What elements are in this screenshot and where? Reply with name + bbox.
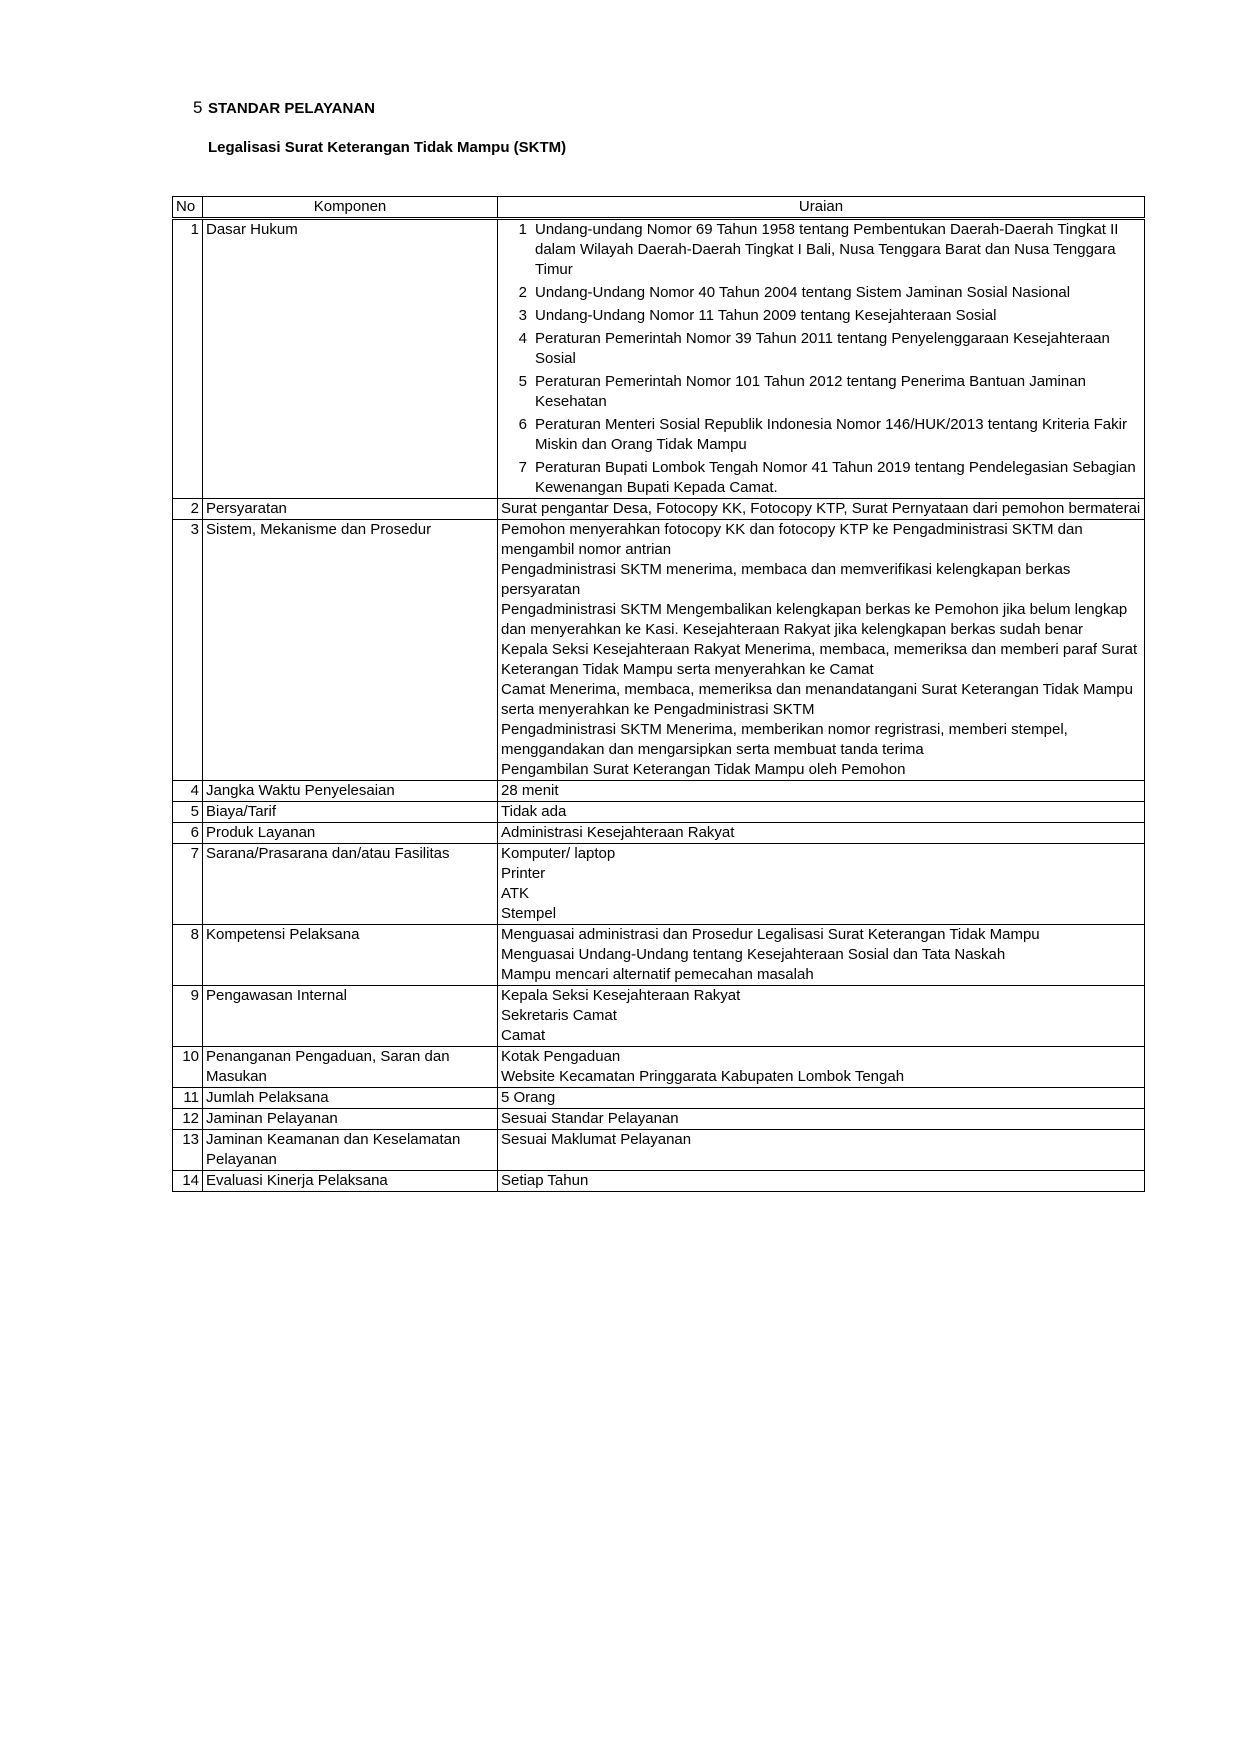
table-row [173, 1109, 1145, 1130]
row-number: 14 [173, 1171, 203, 1192]
legal-basis-item-number: 6 [518, 416, 527, 433]
uraian-line: Pemohon menyerahkan fotocopy KK dan fotocopy KTP ke Pengadministrasi SKTM dan mengambil nomor antrian [501, 521, 1083, 558]
uraian-line: Kepala Seksi Kesejahteraan Rakyat Menerima, membaca, memeriksa dan memberi paraf Surat Keterangan Tidak Mampu serta menyerahkan ke Camat [501, 641, 1138, 678]
table-row [173, 520, 1145, 781]
table-row [173, 1088, 1145, 1109]
komponen-cell: Jumlah Pelaksana [203, 1088, 498, 1109]
row-number: 7 [173, 844, 203, 925]
uraian-line: Camat [501, 1027, 546, 1044]
row-number: 13 [173, 1130, 203, 1171]
legal-basis-item [501, 329, 1141, 369]
uraian-line: Printer [501, 865, 546, 882]
row-number: 4 [173, 781, 203, 802]
table-row [173, 1047, 1145, 1088]
table-row [173, 802, 1145, 823]
row-number: 3 [173, 520, 203, 781]
legal-basis-item-text: Undang-undang Nomor 69 Tahun 1958 tentang Pembentukan Daerah-Daerah Tingkat II dalam Wilayah Daerah-Daerah Tingkat I Bali, Nusa Tenggara Barat dan Nusa Tenggara Timur [535, 221, 1119, 278]
uraian-line: Tidak ada [501, 803, 567, 820]
uraian-line: Sesuai Standar Pelayanan [501, 1110, 679, 1127]
uraian-line: Kotak Pengaduan [501, 1048, 621, 1065]
table-body [173, 219, 1145, 1192]
uraian-line: Pengadministrasi SKTM Mengembalikan kelengkapan berkas ke Pemohon jika belum lengkap dan menyerahkan ke Kasi. Kesejahteraan Rakyat jika kelengkapan berkas sudah benar [501, 601, 1128, 638]
row-number: 9 [173, 986, 203, 1047]
table-row [173, 844, 1145, 925]
komponen-cell: Jaminan Pelayanan [203, 1109, 498, 1130]
legal-basis-item-text: Peraturan Menteri Sosial Republik Indonesia Nomor 146/HUK/2013 tentang Kriteria Fakir Miskin dan Orang Tidak Mampu [535, 416, 1127, 453]
komponen-cell: Pengawasan Internal [203, 986, 498, 1047]
uraian-line: Mampu mencari alternatif pemecahan masalah [501, 966, 814, 983]
legal-basis-item [501, 306, 1141, 326]
uraian-cell [498, 986, 1145, 1047]
uraian-cell [498, 520, 1145, 781]
row-number: 2 [173, 499, 203, 520]
header-komponen: Komponen [203, 197, 498, 219]
uraian-cell [498, 219, 1145, 499]
uraian-cell [498, 1088, 1145, 1109]
uraian-line: 28 menit [501, 782, 559, 799]
komponen-cell: Dasar Hukum [203, 219, 498, 499]
table-row [173, 781, 1145, 802]
header-no: No [173, 197, 203, 219]
row-number: 8 [173, 925, 203, 986]
komponen-cell: Evaluasi Kinerja Pelaksana [203, 1171, 498, 1192]
komponen-cell: Produk Layanan [203, 823, 498, 844]
row-number: 5 [173, 802, 203, 823]
legal-basis-item-text: Peraturan Bupati Lombok Tengah Nomor 41 Tahun 2019 tentang Pendelegasian Sebagian Kewenangan Bupati Kepada Camat. [535, 459, 1136, 496]
table-row [173, 1130, 1145, 1171]
legal-basis-item-number: 5 [518, 373, 527, 390]
uraian-cell [498, 499, 1145, 520]
row-number: 12 [173, 1109, 203, 1130]
komponen-cell: Sistem, Mekanisme dan Prosedur [203, 520, 498, 781]
uraian-line: 5 Orang [501, 1089, 556, 1106]
uraian-line: Menguasai Undang-Undang tentang Kesejahteraan Sosial dan Tata Naskah [501, 946, 1006, 963]
uraian-cell [498, 781, 1145, 802]
komponen-cell: Sarana/Prasarana dan/atau Fasilitas [203, 844, 498, 925]
legal-basis-item-text: Undang-Undang Nomor 40 Tahun 2004 tentang Sistem Jaminan Sosial Nasional [535, 284, 1071, 301]
komponen-cell: Jaminan Keamanan dan Keselamatan Pelayanan [203, 1130, 498, 1171]
legal-basis-item [501, 283, 1141, 303]
legal-basis-item-text: Undang-Undang Nomor 11 Tahun 2009 tentang Kesejahteraan Sosial [535, 307, 997, 324]
komponen-cell: Persyaratan [203, 499, 498, 520]
service-standard-table [172, 196, 1145, 1192]
uraian-cell [498, 1130, 1145, 1171]
uraian-cell [498, 925, 1145, 986]
table-row [173, 219, 1145, 499]
uraian-line: ATK [501, 885, 530, 902]
legal-basis-item-text: Peraturan Pemerintah Nomor 101 Tahun 2012 tentang Penerima Bantuan Jaminan Kesehatan [535, 373, 1086, 410]
uraian-line: Menguasai administrasi dan Prosedur Legalisasi Surat Keterangan Tidak Mampu [501, 926, 1040, 943]
legal-basis-item-number: 7 [518, 459, 527, 476]
uraian-cell [498, 802, 1145, 823]
table-row [173, 986, 1145, 1047]
header-uraian: Uraian [498, 197, 1145, 219]
uraian-line: Pengadministrasi SKTM Menerima, memberikan nomor regristrasi, memberi stempel, menggandakan dan mengarsipkan serta membuat tanda terima [501, 721, 1068, 758]
legal-basis-item [501, 415, 1141, 455]
komponen-cell: Jangka Waktu Penyelesaian [203, 781, 498, 802]
uraian-line: Pengambilan Surat Keterangan Tidak Mampu oleh Pemohon [501, 761, 906, 778]
uraian-line: Stempel [501, 905, 557, 922]
row-number: 6 [173, 823, 203, 844]
table-header-row [173, 197, 1145, 219]
uraian-line: Sesuai Maklumat Pelayanan [501, 1131, 692, 1148]
legal-basis-item-text: Peraturan Pemerintah Nomor 39 Tahun 2011 tentang Penyelenggaraan Kesejahteraan Sosial [535, 330, 1110, 367]
uraian-line: Kepala Seksi Kesejahteraan Rakyat [501, 987, 741, 1004]
section-number: 5 [193, 98, 203, 117]
legal-basis-item [501, 220, 1141, 280]
legal-basis-item-number: 2 [518, 284, 527, 301]
uraian-cell [498, 1047, 1145, 1088]
komponen-cell: Kompetensi Pelaksana [203, 925, 498, 986]
legal-basis-item-number: 1 [518, 221, 527, 238]
section-title: STANDAR PELAYANAN [208, 100, 375, 117]
document-title: Legalisasi Surat Keterangan Tidak Mampu (SKTM) [208, 139, 567, 156]
uraian-line: Camat Menerima, membaca, memeriksa dan menandatangani Surat Keterangan Tidak Mampu serta menyerahkan ke Pengadministrasi SKTM [501, 681, 1133, 718]
uraian-line: Website Kecamatan Pringgarata Kabupaten Lombok Tengah [501, 1068, 905, 1085]
uraian-cell [498, 844, 1145, 925]
uraian-line: Setiap Tahun [501, 1172, 589, 1189]
table-row [173, 925, 1145, 986]
legal-basis-item [501, 372, 1141, 412]
komponen-cell: Penanganan Pengaduan, Saran dan Masukan [203, 1047, 498, 1088]
table-row [173, 823, 1145, 844]
legal-basis-item-number: 3 [518, 307, 527, 324]
row-number: 10 [173, 1047, 203, 1088]
table-row [173, 499, 1145, 520]
uraian-line: Surat pengantar Desa, Fotocopy KK, Fotocopy KTP, Surat Pernyataan dari pemohon bermaterai [501, 500, 1141, 517]
uraian-cell [498, 1171, 1145, 1192]
uraian-cell [498, 1109, 1145, 1130]
legal-basis-item [501, 458, 1141, 498]
uraian-line: Komputer/ laptop [501, 845, 616, 862]
uraian-line: Administrasi Kesejahteraan Rakyat [501, 824, 735, 841]
uraian-line: Sekretaris Camat [501, 1007, 617, 1024]
legal-basis-item-number: 4 [518, 330, 527, 347]
row-number: 1 [173, 219, 203, 499]
table-row [173, 1171, 1145, 1192]
uraian-cell [498, 823, 1145, 844]
row-number: 11 [173, 1088, 203, 1109]
uraian-line: Pengadministrasi SKTM menerima, membaca dan memverifikasi kelengkapan berkas persyaratan [501, 561, 1071, 598]
komponen-cell: Biaya/Tarif [203, 802, 498, 823]
